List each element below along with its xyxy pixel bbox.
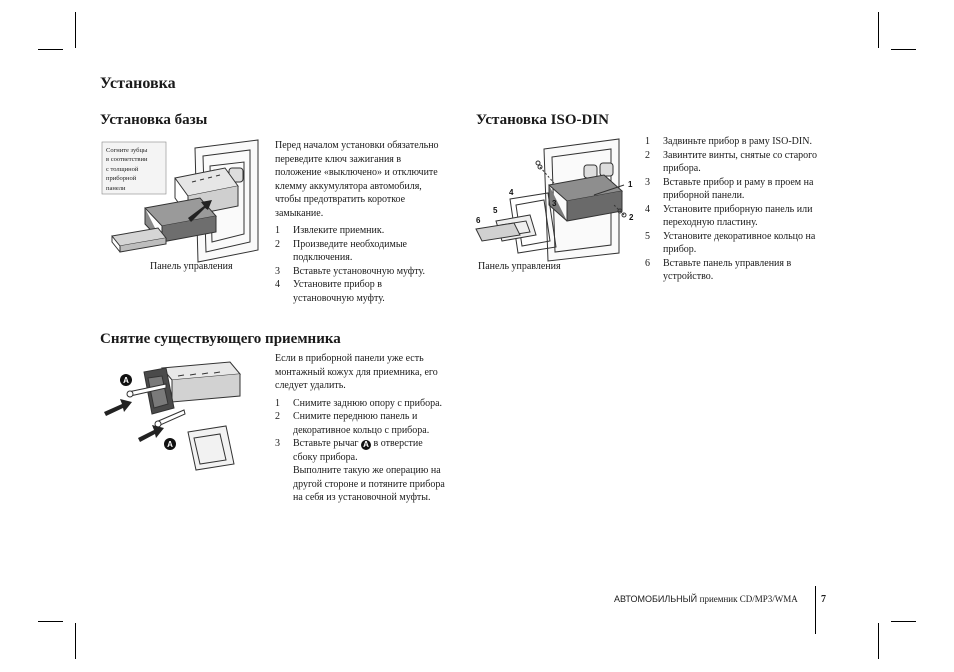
step-text: Снимите переднюю панель и	[293, 411, 418, 422]
step-text-part: в отверстие	[373, 438, 423, 449]
step-item	[275, 410, 470, 437]
step-text: Установите декоративное кольцо на	[663, 230, 816, 242]
step-item	[275, 278, 465, 305]
callout-4: 4	[509, 188, 514, 197]
text-line: следует удалить.	[275, 380, 346, 391]
steps-list	[275, 224, 465, 305]
figure-note-line: с толщиной	[106, 165, 139, 173]
callout-2: 2	[629, 213, 634, 222]
crop-mark	[38, 49, 63, 50]
badge-a: A	[123, 376, 129, 385]
step-item	[645, 230, 845, 257]
step-text: сбоку прибора.	[293, 451, 358, 463]
steps-list	[275, 397, 470, 505]
step-text: переходную пластину.	[663, 217, 758, 228]
intro-paragraph	[275, 139, 465, 220]
text-line: положение «выключено» и отключите	[275, 167, 438, 178]
crop-mark	[878, 623, 879, 659]
removal-text	[275, 352, 470, 505]
iso-din-figure	[474, 135, 644, 275]
step-text: Установите приборную панель или	[663, 203, 813, 215]
crop-mark	[75, 12, 76, 48]
step-text: прибора.	[663, 163, 701, 174]
text-line: чтобы предотвратить короткое	[275, 194, 406, 205]
iso-din-text	[645, 135, 845, 284]
step-text: другой стороне и потяните прибора	[293, 478, 445, 490]
crop-mark	[38, 621, 63, 622]
step-text: Произведите необходимые	[293, 238, 407, 250]
step-text: установочную муфту.	[293, 292, 385, 304]
step-item	[275, 397, 470, 411]
page-title: Установка	[100, 75, 176, 92]
callout-3: 3	[552, 199, 557, 208]
step-number: 6	[645, 257, 650, 269]
step-item	[645, 135, 845, 149]
step-text: приборной панели.	[663, 190, 745, 201]
step-item	[645, 149, 845, 176]
step-text-part: Вставьте рычаг	[293, 438, 359, 449]
removal-heading: Снятие существующего приемника	[100, 331, 341, 347]
step-text: Выполните такую же операцию на	[293, 465, 441, 476]
figure-note-line: приборной	[106, 175, 137, 183]
step-item	[275, 238, 465, 265]
step-text: Извлеките приемник.	[293, 225, 385, 236]
figure-note-line: в соответствии	[106, 156, 148, 164]
badge-a: A	[361, 440, 371, 450]
step-number: 2	[275, 238, 280, 250]
step-item	[645, 203, 845, 230]
step-text	[293, 437, 470, 451]
footer-product	[614, 594, 798, 605]
crop-mark	[75, 623, 76, 659]
text-line: клемму аккумулятора автомобиля,	[275, 180, 422, 192]
step-number: 3	[645, 176, 650, 188]
page-number: 7	[821, 594, 826, 605]
iso-din-heading: Установка ISO-DIN	[476, 112, 609, 128]
crop-mark	[891, 621, 916, 622]
crop-mark	[891, 49, 916, 50]
step-text: Завинтите винты, снятые со старого	[663, 149, 817, 161]
step-number: 3	[275, 265, 280, 277]
intro-paragraph	[275, 352, 470, 393]
text-line: монтажный кожух для приемника, его	[275, 366, 438, 378]
step-item	[275, 265, 465, 279]
step-number: 4	[275, 279, 280, 290]
step-text: Установите прибор в	[293, 279, 382, 290]
callout-5: 5	[493, 206, 498, 215]
figure-note-line: Согните зубцы	[106, 147, 148, 154]
text-line: переведите ключ зажигания в	[275, 153, 402, 165]
base-install-heading: Установка базы	[100, 112, 208, 128]
figure-note-line: панели	[106, 184, 126, 192]
base-install-figure	[100, 138, 260, 278]
step-text: Вставьте установочную муфту.	[293, 265, 426, 277]
step-text: устройство.	[663, 271, 714, 282]
footer-product-rest: приемник CD/MP3/WMA	[699, 594, 798, 604]
figure-caption: Панель управления	[150, 261, 233, 272]
step-number: 3	[275, 438, 280, 449]
removal-illustration	[100, 358, 250, 473]
callout-6: 6	[476, 216, 481, 225]
step-number: 2	[645, 149, 650, 161]
crop-mark	[878, 12, 879, 48]
step-text: Задвиньте прибор в раму ISO-DIN.	[663, 136, 812, 147]
step-text: на себя из установочной муфты.	[293, 492, 431, 503]
badge-a: A	[167, 440, 173, 449]
step-text: Вставьте прибор и раму в проем на	[663, 176, 814, 188]
text-line: Если в приборной панели уже есть	[275, 353, 424, 364]
step-item	[275, 224, 465, 238]
step-item	[645, 257, 845, 284]
footer-product-caps: АВТОМОБИЛЬНЫЙ	[614, 594, 698, 604]
step-text: подключения.	[293, 252, 353, 263]
figure-note	[106, 146, 147, 193]
step-number: 1	[275, 397, 280, 409]
footer-divider	[815, 586, 816, 634]
step-item	[275, 437, 470, 505]
iso-din-illustration	[474, 135, 644, 275]
steps-list	[645, 135, 845, 284]
step-text: декоративное кольцо с прибора.	[293, 424, 430, 436]
figure-caption: Панель управления	[478, 261, 561, 272]
step-text: прибор.	[663, 244, 697, 255]
text-line: Перед началом установки обязательно	[275, 140, 439, 151]
step-number: 5	[645, 230, 650, 242]
base-install-text	[275, 139, 465, 305]
step-text: Вставьте панель управления в	[663, 257, 792, 269]
text-line: замыкание.	[275, 207, 324, 219]
step-number: 4	[645, 203, 650, 215]
step-text: Снимите заднюю опору с прибора.	[293, 397, 443, 409]
step-number: 1	[645, 136, 650, 147]
step-number: 1	[275, 225, 280, 236]
callout-1: 1	[628, 180, 633, 189]
removal-figure	[100, 358, 250, 473]
step-item	[645, 176, 845, 203]
step-number: 2	[275, 411, 280, 422]
